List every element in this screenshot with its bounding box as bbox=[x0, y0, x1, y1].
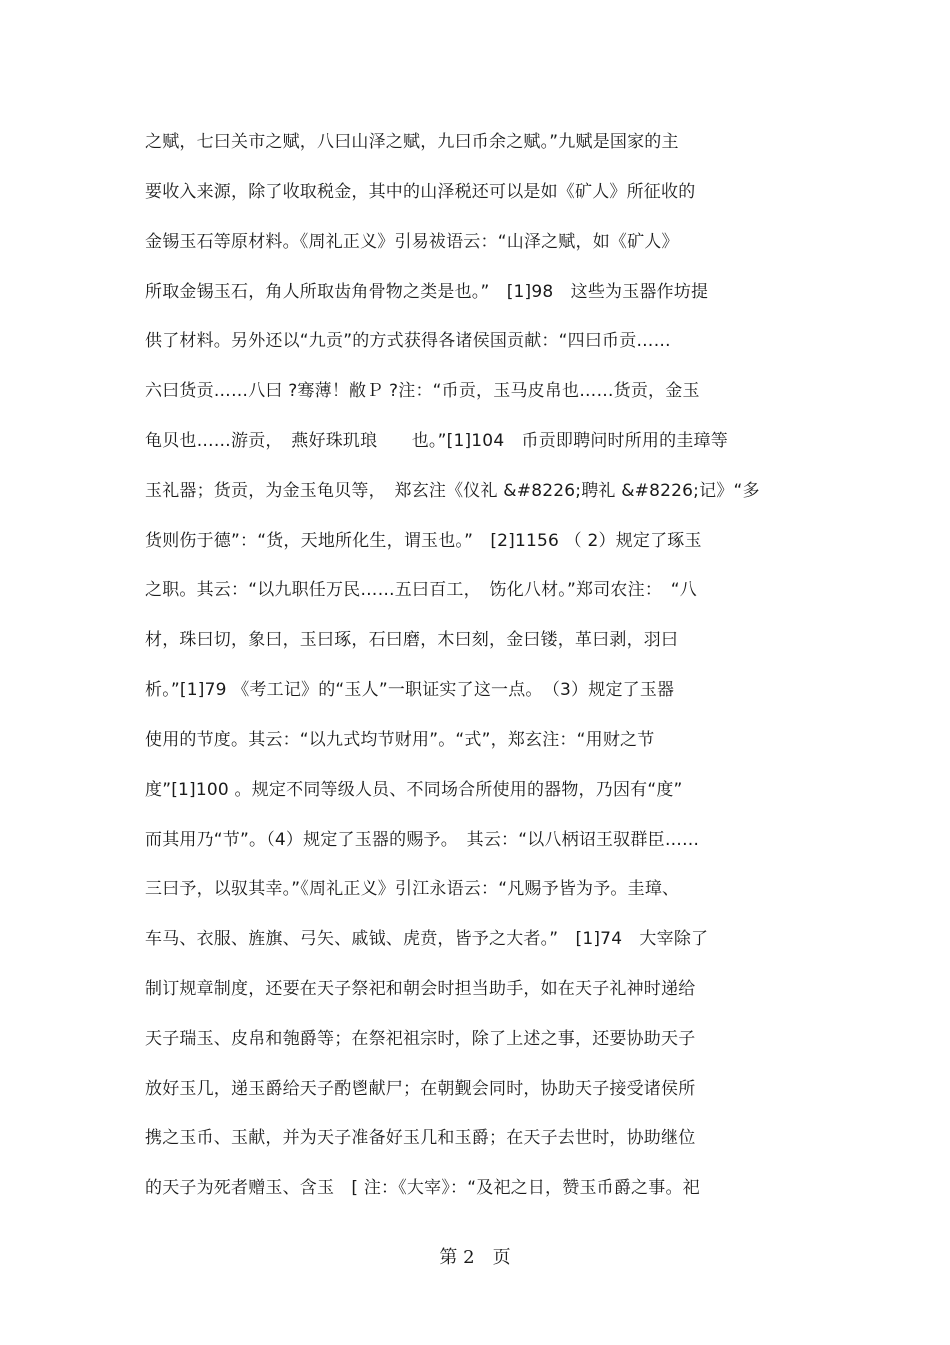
text-line: 玉礼器；货贡，为金玉龟贝等， 郑玄注《仪礼 &#8226;聘礼 &#8226;记》“多 bbox=[145, 481, 760, 501]
text-line: 析。”[1]79 《考工记》的“玉人”一职证实了这一点。 （3）规定了玉器 bbox=[145, 680, 675, 700]
text-line: 的天子为死者赠玉、含玉 [ 注：《大宰》：“及祀之日，赞玉币爵之事。祀 bbox=[145, 1178, 700, 1198]
text-line: 之职。其云：“以九职任万民……五曰百工， 饬化八材。”郑司农注： “八 bbox=[145, 580, 697, 600]
text-line: 供了材料。另外还以“九贡”的方式获得各诸侯国贡献：“四曰币贡…… bbox=[145, 331, 671, 351]
text-line: 三曰予，以驭其幸。”《周礼正义》引江永语云：“凡赐予皆为予。圭璋、 bbox=[145, 879, 680, 899]
text-line: 材，珠曰切，象曰，玉曰琢，石曰磨，木曰刻，金曰镂，革曰剥，羽曰 bbox=[145, 630, 679, 650]
text-line: 货则伤于德”：“货，天地所化生，谓玉也。” [2]1156 （ 2）规定了琢玉 bbox=[145, 531, 702, 551]
text-line: 之赋，七曰关市之赋，八曰山泽之赋，九曰币余之赋。”九赋是国家的主 bbox=[145, 132, 679, 152]
page-number: 第 2 页 bbox=[439, 1247, 511, 1268]
text-line: 龟贝也……游贡， 燕好珠玑琅 也。”[1]104 币贡即聘问时所用的圭璋等 bbox=[145, 431, 728, 451]
text-line: 使用的节度。其云：“以九式均节财用”。“式”，郑玄注：“用财之节 bbox=[145, 730, 655, 750]
text-line: 放好玉几，递玉爵给天子酌鬯献尸；在朝觐会同时，协助天子接受诸侯所 bbox=[145, 1079, 696, 1099]
text-line: 携之玉币、玉献，并为天子准备好玉几和玉爵；在天子去世时，协助继位 bbox=[145, 1128, 696, 1148]
text-line: 六曰货贡……八曰 ?骞薄！敝Ｐ ?注：“币贡，玉马皮帛也……货贡，金玉 bbox=[145, 381, 700, 401]
text-line: 天子瑞玉、皮帛和匏爵等；在祭祀祖宗时，除了上述之事，还要协助天子 bbox=[145, 1029, 696, 1049]
text-line: 车马、衣服、旌旗、弓矢、戚钺、虎贲，皆予之大者。” [1]74 大宰除了 bbox=[145, 929, 709, 949]
text-line: 制订规章制度，还要在天子祭祀和朝会时担当助手，如在天子礼神时递给 bbox=[145, 979, 696, 999]
text-line: 所取金锡玉石，角人所取齿角骨物之类是也。” [1]98 这些为玉器作坊提 bbox=[145, 282, 709, 302]
text-line: 度”[1]100 。规定不同等级人员、不同场合所使用的器物，乃因有“度” bbox=[145, 780, 683, 800]
text-line: 金锡玉石等原材料。《周礼正义》引易祓语云：“山泽之赋，如《矿人》 bbox=[145, 232, 679, 252]
text-line: 要收入来源，除了收取税金，其中的山泽税还可以是如《矿人》所征收的 bbox=[145, 182, 696, 202]
text-line: 而其用乃“节”。（4）规定了玉器的赐予。 其云：“以八柄诏王驭群臣…… bbox=[145, 830, 700, 850]
